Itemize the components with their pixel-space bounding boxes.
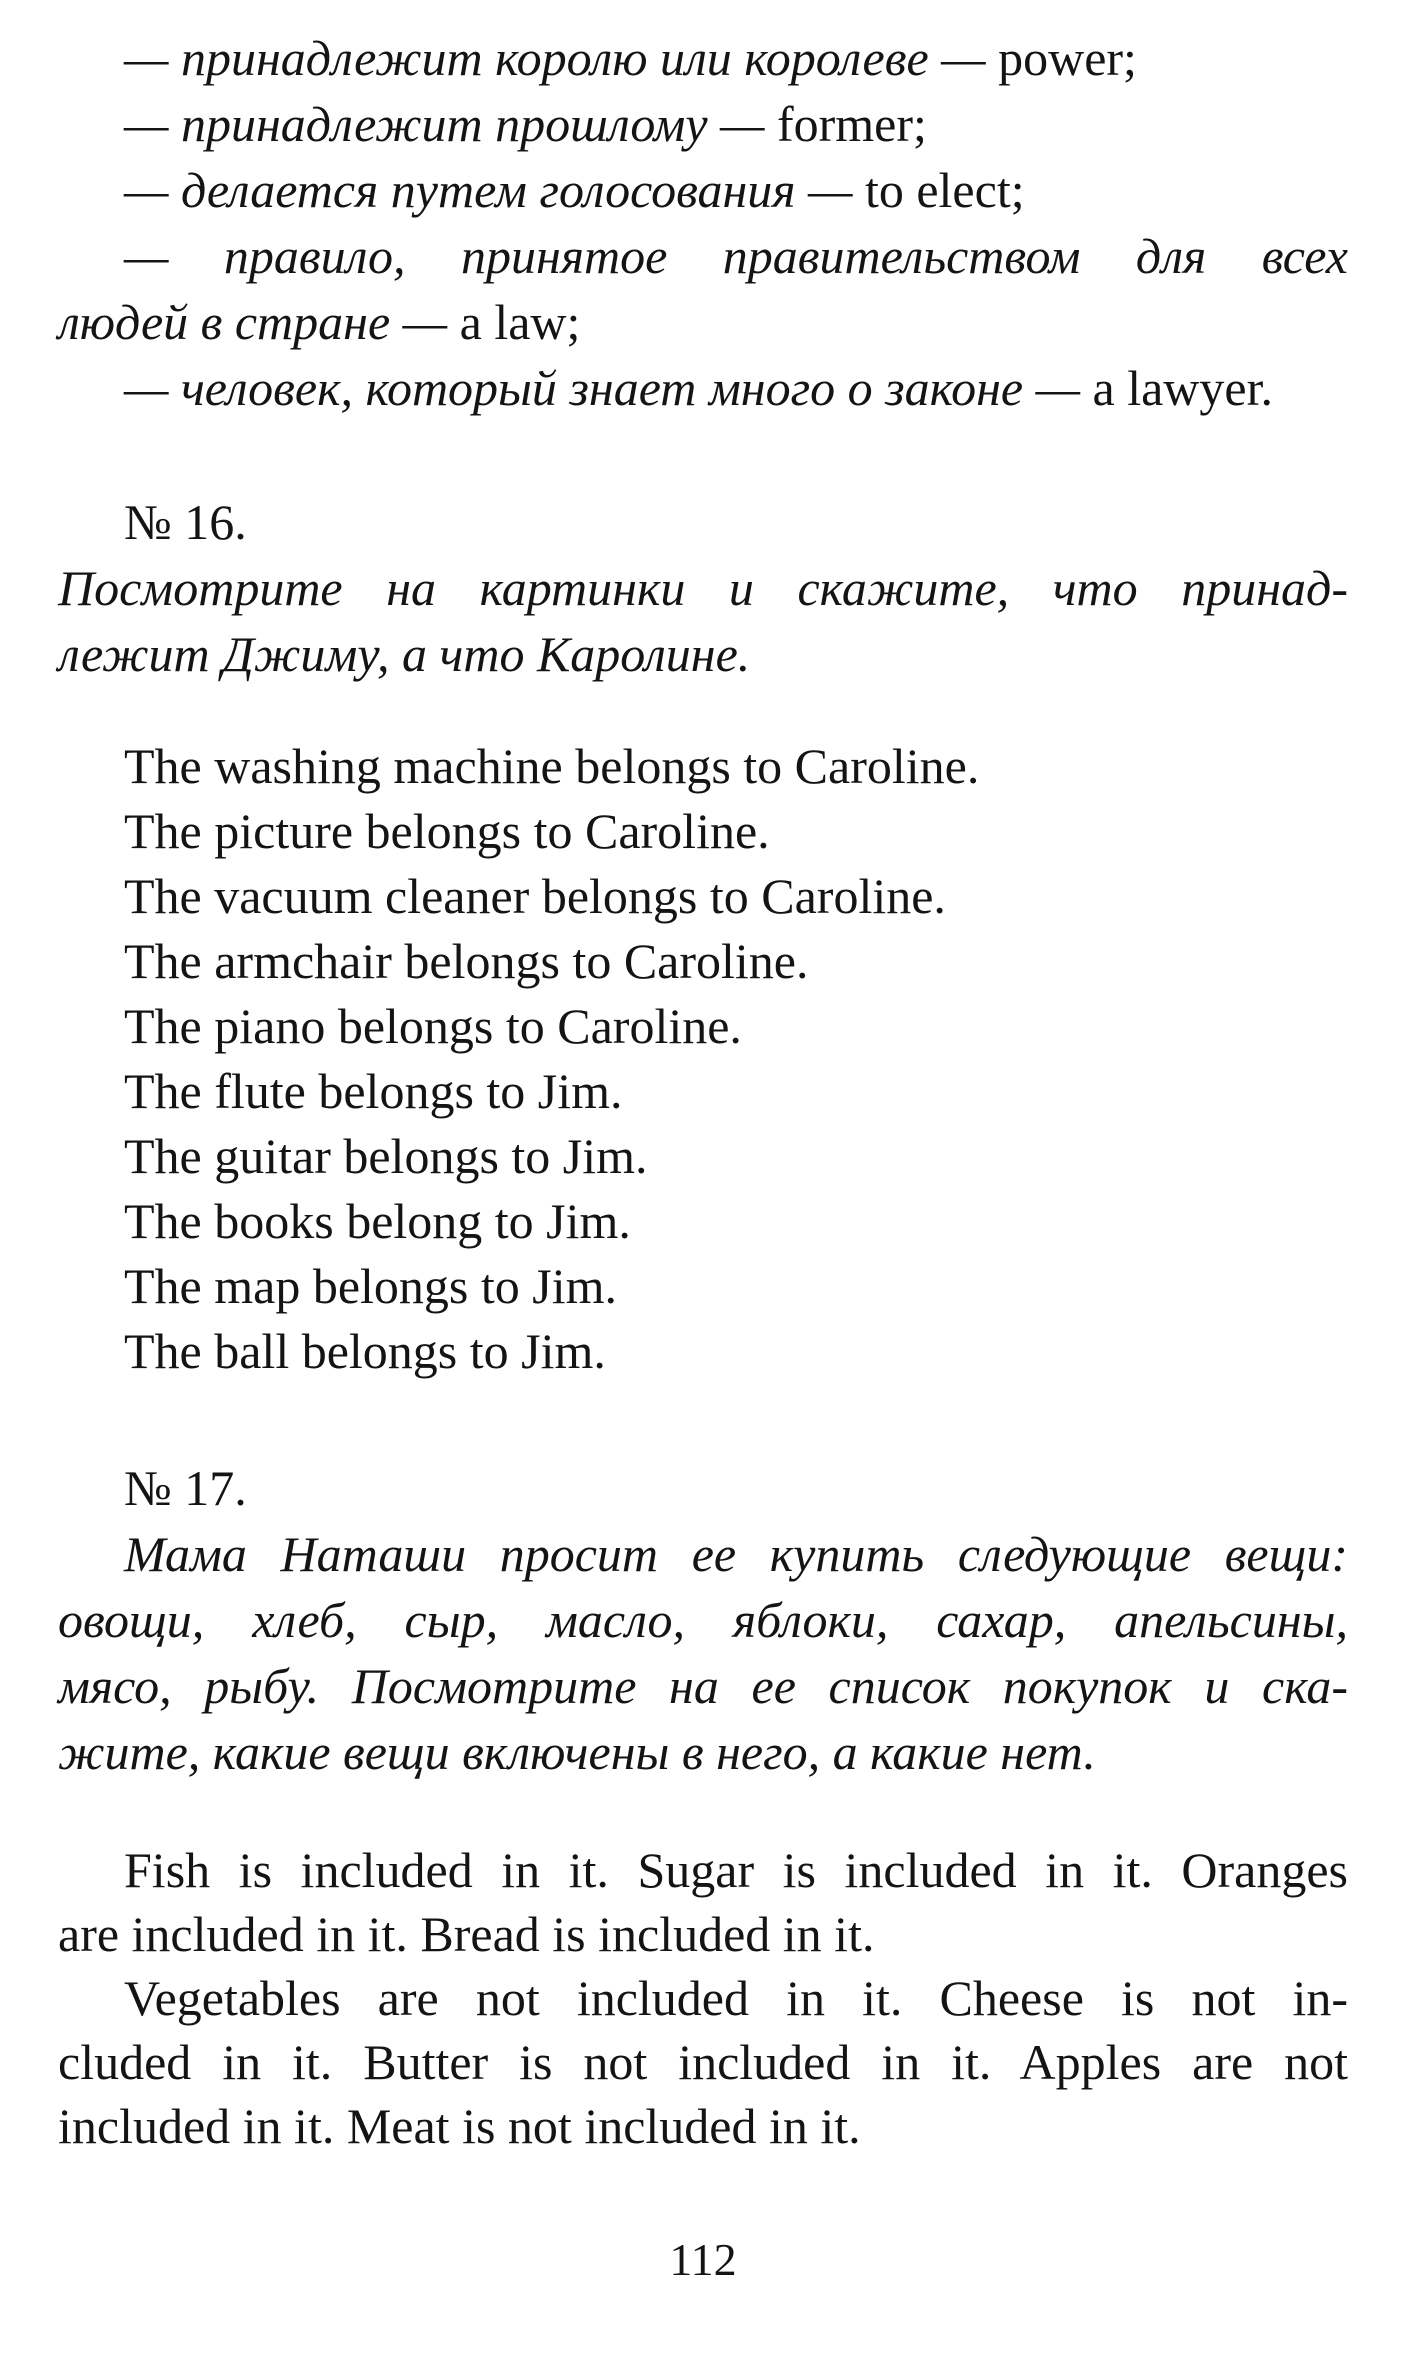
intro-line <box>124 94 1348 154</box>
answer-line: The picture belongs to Caroline. <box>124 803 770 859</box>
intro-ru: — принадлежит королю или королеве — <box>124 30 986 86</box>
book-page <box>58 0 1348 2362</box>
answer-line: included in it. Meat is not included in it. <box>58 2098 861 2154</box>
exercise-17-instruction: Мама Наташи просит ее купить следующие вещи: <box>124 1526 1348 1582</box>
answer-line: Fish is included in it. Sugar is included in it. Oranges <box>124 1842 1348 1898</box>
intro-en: power; <box>985 30 1137 86</box>
intro-ru: — правило, принятое правительством для всех <box>124 228 1348 284</box>
exercise-16-instruction: лежит Джиму, а что Каролине. <box>58 626 751 682</box>
answer-line: The guitar belongs to Jim. <box>124 1128 648 1184</box>
answer-line: The flute belongs to Jim. <box>124 1063 623 1119</box>
intro-en: a lawyer. <box>1080 360 1273 416</box>
answer-line: cluded in it. Butter is not included in it. Apples are not <box>58 2034 1348 2090</box>
answer-line: Vegetables are not included in it. Cheese is not in- <box>124 1970 1348 2026</box>
intro-line <box>124 226 1348 286</box>
answer-line: The books belong to Jim. <box>124 1193 631 1249</box>
intro-ru: — принадлежит прошлому — <box>124 96 765 152</box>
intro-line <box>124 160 1348 220</box>
answer-line: The washing machine belongs to Caroline. <box>124 738 980 794</box>
answer-line: The ball belongs to Jim. <box>124 1323 606 1379</box>
answer-line: The vacuum cleaner belongs to Caroline. <box>124 868 946 924</box>
exercise-16-number: № 16. <box>124 494 247 550</box>
intro-line <box>124 358 1348 418</box>
exercise-17-instruction: овощи, хлеб, сыр, масло, яблоки, сахар, апельсины, <box>58 1592 1348 1648</box>
intro-en: to elect; <box>852 162 1025 218</box>
intro-ru: людей в стране — <box>58 294 448 350</box>
answer-line: The map belongs to Jim. <box>124 1258 617 1314</box>
exercise-17-instruction: жите, какие вещи включены в него, а какие нет. <box>58 1724 1096 1780</box>
answer-line: are included in it. Bread is included in it. <box>58 1906 875 1962</box>
intro-en: former; <box>764 96 927 152</box>
answer-line: The armchair belongs to Caroline. <box>124 933 809 989</box>
answer-line: The piano belongs to Caroline. <box>124 998 742 1054</box>
exercise-16-instruction: Посмотрите на картинки и скажите, что принад- <box>58 560 1348 616</box>
page-number: 112 <box>669 2234 737 2285</box>
intro-line <box>124 28 1348 88</box>
intro-en: a law; <box>447 294 581 350</box>
intro-line <box>58 292 1348 352</box>
intro-ru: — делается путем голосования — <box>124 162 853 218</box>
exercise-17-instruction: мясо, рыбу. Посмотрите на ее список покупок и ска- <box>58 1658 1348 1714</box>
intro-ru: — человек, который знает много о законе — <box>124 360 1081 416</box>
exercise-17-number: № 17. <box>124 1460 247 1516</box>
